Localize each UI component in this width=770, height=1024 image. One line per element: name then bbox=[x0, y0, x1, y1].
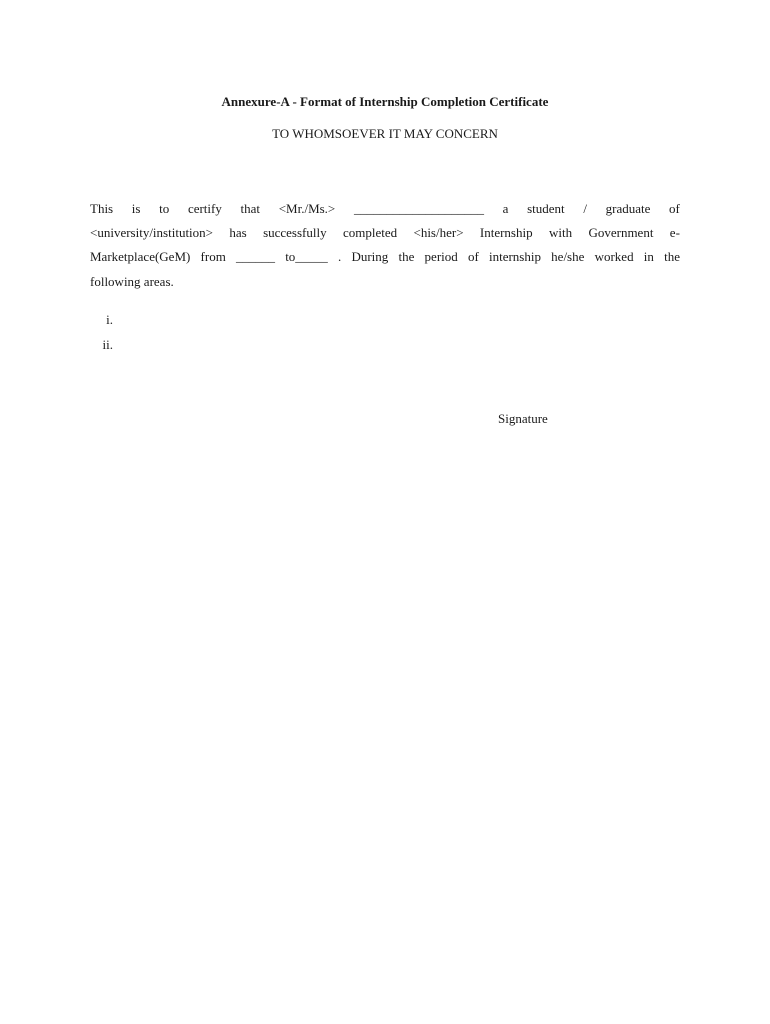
body-word: student bbox=[527, 201, 565, 216]
list-item-marker: ii. bbox=[102, 337, 113, 352]
body-word: has bbox=[229, 225, 247, 240]
body-word: During bbox=[351, 249, 389, 264]
body-word: with bbox=[548, 225, 573, 240]
name-blank: ____________________ bbox=[353, 201, 484, 216]
signature-label: Signature bbox=[498, 411, 548, 426]
body-word: in bbox=[643, 249, 654, 264]
body-word: certify bbox=[187, 201, 222, 216]
body-word: of bbox=[467, 249, 479, 264]
body-word: that bbox=[240, 201, 261, 216]
body-word: Internship bbox=[479, 225, 533, 240]
list-item-marker: i. bbox=[106, 312, 113, 327]
body-word: he/she bbox=[551, 249, 585, 264]
body-word: . bbox=[338, 249, 342, 264]
body-word: from bbox=[200, 249, 226, 264]
body-word: graduate bbox=[605, 201, 651, 216]
body-word: <university/institution> bbox=[90, 225, 213, 240]
body-word: is bbox=[131, 201, 141, 216]
body-word: e- bbox=[669, 225, 680, 240]
body-word: / bbox=[583, 201, 587, 216]
date-from-blank: ______ bbox=[236, 249, 275, 264]
body-line-3 bbox=[90, 249, 680, 265]
body-word: Government bbox=[588, 225, 654, 240]
body-word: internship bbox=[488, 249, 541, 264]
body-word: period bbox=[424, 249, 458, 264]
certificate-subtitle: TO WHOMSOEVER IT MAY CONCERN bbox=[272, 126, 498, 141]
body-word: worked bbox=[594, 249, 634, 264]
body-line-1 bbox=[90, 201, 680, 217]
certificate-title: Annexure-A - Format of Internship Completion Certificate bbox=[221, 94, 549, 109]
body-word: the bbox=[664, 249, 680, 264]
body-word: the bbox=[398, 249, 415, 264]
body-line-4: following areas. bbox=[90, 274, 174, 289]
body-line-2 bbox=[90, 225, 680, 241]
body-word: <his/her> bbox=[413, 225, 464, 240]
body-word: <Mr./Ms.> bbox=[278, 201, 336, 216]
body-word: successfully bbox=[263, 225, 327, 240]
body-word: of bbox=[669, 201, 680, 216]
body-word: completed bbox=[342, 225, 398, 240]
body-word: Marketplace(GeM) bbox=[90, 249, 191, 264]
body-word: a bbox=[502, 201, 509, 216]
date-to-blank: to_____ bbox=[285, 249, 328, 264]
body-word: to bbox=[159, 201, 170, 216]
body-word: This bbox=[90, 201, 114, 216]
